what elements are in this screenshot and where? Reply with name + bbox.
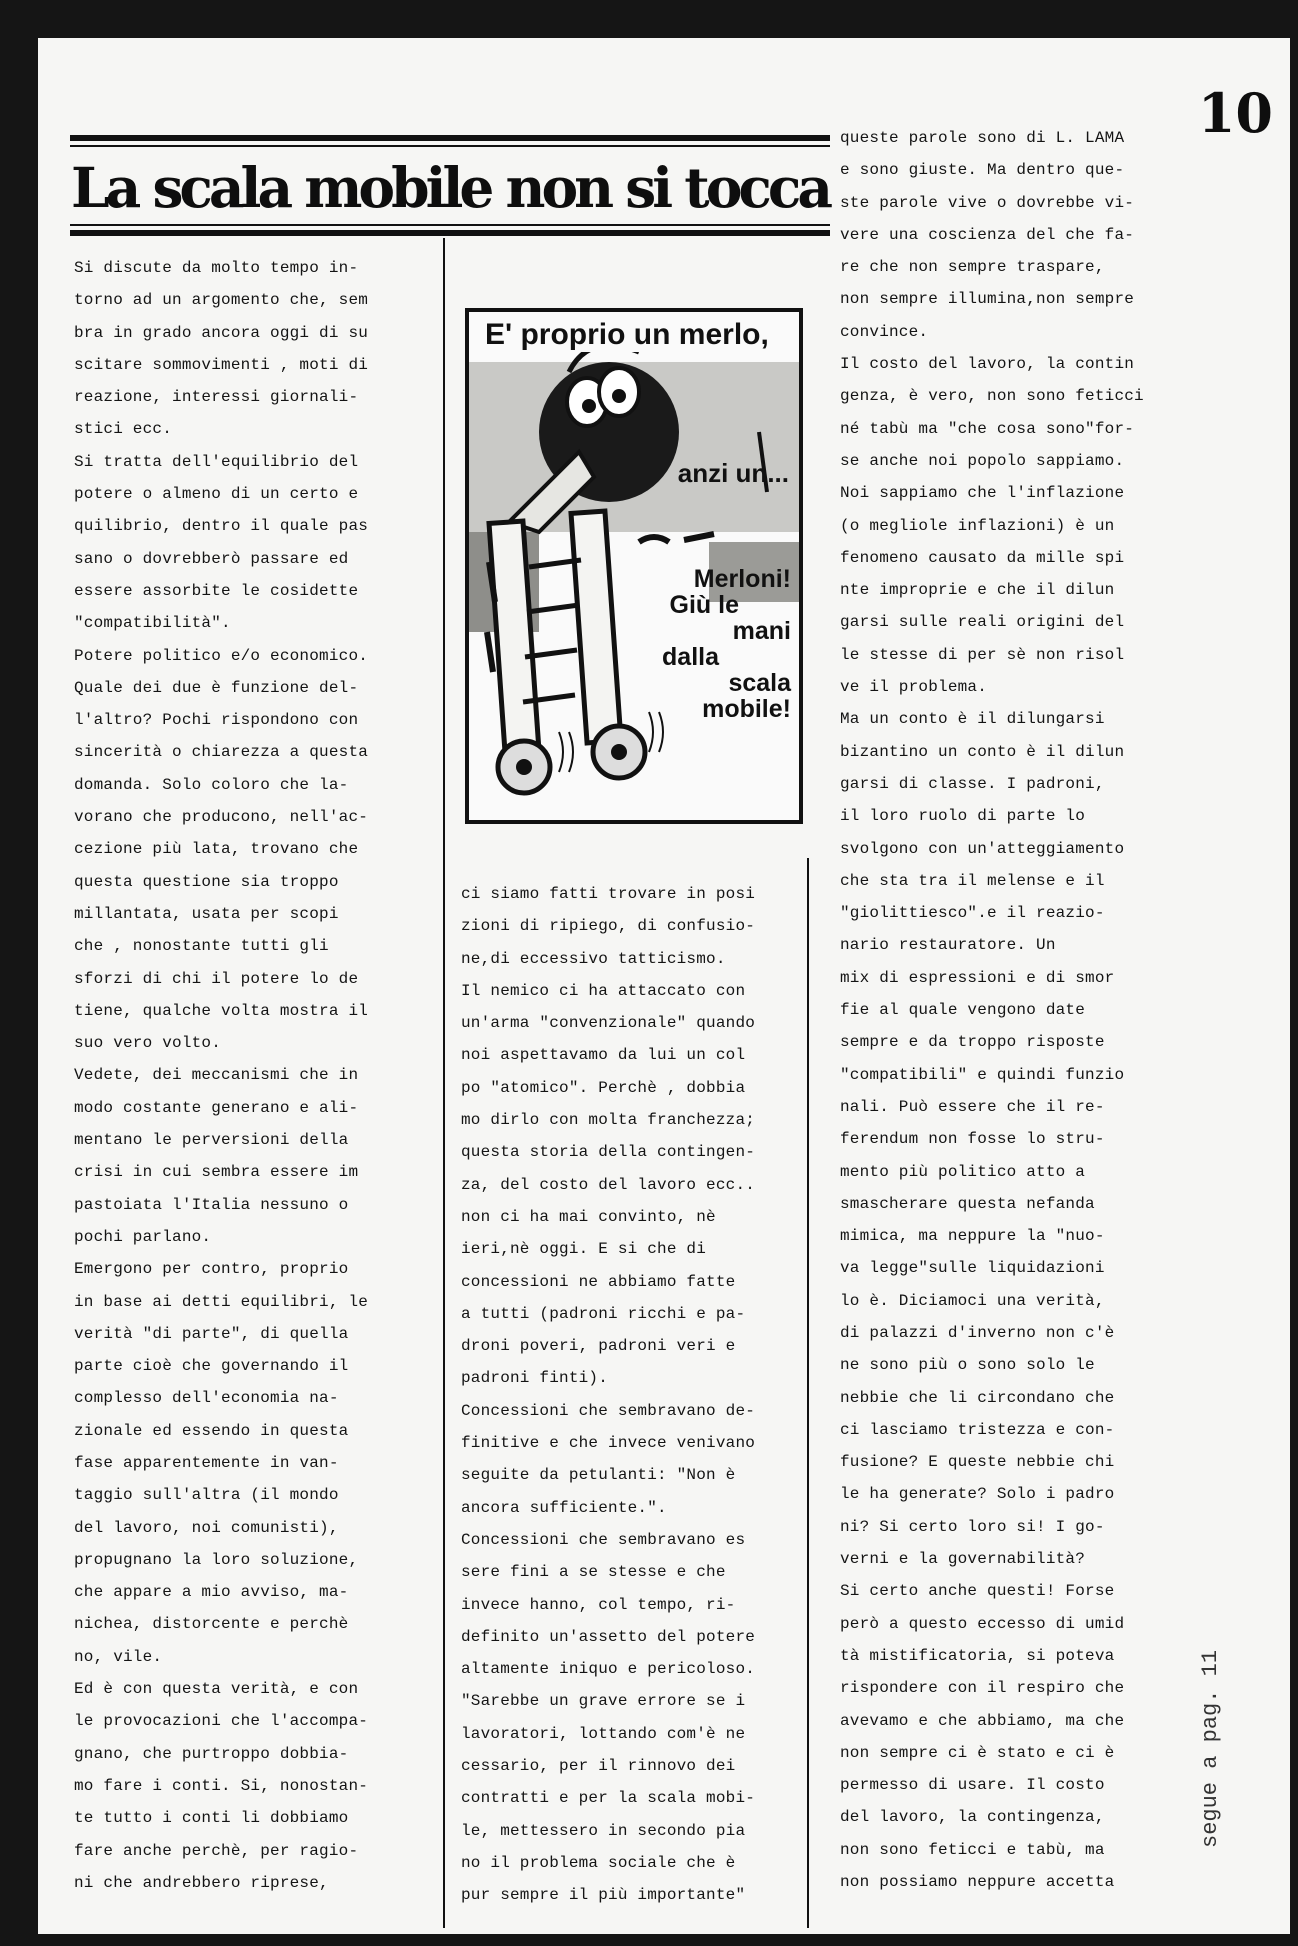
text-line: zionale ed essendo in questa	[74, 1421, 349, 1440]
text-line: reazione, interessi giornali-	[74, 388, 359, 407]
text-line: tà mistificatoria, si poteva	[840, 1646, 1115, 1665]
text-line: sempre e da troppo risposte	[840, 1033, 1105, 1052]
text-line: mo fare i conti. Si, nonostan-	[74, 1776, 369, 1795]
text-line: mentano le perversioni della	[74, 1131, 349, 1150]
text-line: no il problema sociale che è	[461, 1853, 736, 1872]
text-line: te tutto i conti li dobbiamo	[74, 1809, 349, 1828]
cartoon-caption-line-1: Merloni!	[693, 565, 791, 593]
headline-bottom-rule	[70, 224, 830, 226]
text-line: non possiamo neppure accetta	[840, 1873, 1115, 1892]
text-line: del lavoro, la contingenza,	[840, 1808, 1105, 1827]
text-line: che appare a mio avviso, ma-	[74, 1583, 349, 1602]
cartoon-caption-line-6: mobile!	[702, 695, 791, 723]
text-line: taggio sull'altra (il mondo	[74, 1486, 339, 1505]
text-line: ieri,nè oggi. E si che di	[461, 1240, 707, 1259]
text-line: garsi sulle reali origini del	[840, 613, 1125, 632]
text-line: za, del costo del lavoro ecc..	[461, 1175, 756, 1194]
text-line: Concessioni che sembravano es	[461, 1530, 746, 1549]
text-line: mento più politico atto a	[840, 1162, 1086, 1181]
text-line: "compatibili" e quindi funzio	[840, 1065, 1125, 1084]
page-number: 10	[1197, 81, 1273, 145]
text-line: pastoiata l'Italia nessuno o	[74, 1195, 349, 1214]
text-line: parte cioè che governando il	[74, 1357, 349, 1376]
text-line: cezione più lata, trovano che	[74, 840, 359, 859]
text-line: nichea, distorcente e perchè	[74, 1615, 349, 1634]
text-line: invece hanno, col tempo, ri-	[461, 1595, 736, 1614]
text-line: ni? Si certo loro si! I go-	[840, 1517, 1105, 1536]
text-line: fusione? E queste nebbie chi	[840, 1453, 1115, 1472]
headline-bottom-thick-rule	[70, 230, 830, 236]
text-line: altamente iniquo e pericoloso.	[461, 1660, 756, 1679]
text-line: va legge"sulle liquidazioni	[840, 1259, 1105, 1278]
text-line: svolgono con un'atteggiamento	[840, 839, 1125, 858]
text-line: Quale dei due è funzione del-	[74, 678, 359, 697]
text-line: se anche noi popolo sappiamo.	[840, 451, 1125, 470]
text-line: cessario, per il rinnovo dei	[461, 1757, 736, 1776]
text-line: pur sempre il più importante"	[461, 1886, 746, 1905]
text-line: lavoratori, lottando com'è ne	[461, 1724, 746, 1743]
article-column-1	[74, 252, 368, 1899]
text-line: suo vero volto.	[74, 1034, 222, 1053]
text-line: Potere politico e/o economico.	[74, 646, 369, 665]
text-line: Si certo anche questi! Forse	[840, 1582, 1115, 1601]
text-line: vorano che producono, nell'ac-	[74, 808, 369, 827]
text-line: (o megliole inflazioni) è un	[840, 516, 1115, 535]
cartoon-caption-line-4: dalla	[662, 643, 719, 671]
text-line: ne,di eccessivo tatticismo.	[461, 949, 726, 968]
text-line: le stesse di per sè non risol	[840, 645, 1125, 664]
text-line: il loro ruolo di parte lo	[840, 807, 1086, 826]
text-line: zioni di ripiego, di confusio-	[461, 917, 756, 936]
text-line: mo dirlo con molta franchezza;	[461, 1111, 756, 1130]
text-line: stici ecc.	[74, 420, 173, 439]
column-divider-right	[807, 858, 809, 1928]
text-line: Ed è con questa verità, e con	[74, 1680, 359, 1699]
continued-note: segue a pag. 11	[1198, 1649, 1223, 1848]
text-line: finitive e che invece venivano	[461, 1434, 756, 1453]
text-line: ancora sufficiente.".	[461, 1498, 667, 1517]
text-line: fare anche perchè, per ragio-	[74, 1841, 359, 1860]
text-line: propugnano la loro soluzione,	[74, 1550, 359, 1569]
text-line: né tabù ma "che cosa sono"for-	[840, 419, 1135, 438]
text-line: re che non sempre traspare,	[840, 258, 1105, 277]
text-line: sere fini a se stesse e che	[461, 1563, 726, 1582]
text-line: le ha generate? Solo i padro	[840, 1485, 1115, 1504]
text-line: quilibrio, dentro il quale pas	[74, 517, 369, 536]
text-line: nali. Può essere che il re-	[840, 1097, 1105, 1116]
text-line: "Sarebbe un grave errore se i	[461, 1692, 746, 1711]
text-line: Emergono per contro, proprio	[74, 1260, 349, 1279]
text-line: bra in grado ancora oggi di su	[74, 323, 369, 342]
text-line: ve il problema.	[840, 678, 988, 697]
text-line: gnano, che purtroppo dobbia-	[74, 1744, 349, 1763]
text-line: ci lasciamo tristezza e con-	[840, 1420, 1115, 1439]
text-line: padroni finti).	[461, 1369, 609, 1388]
text-line: essere assorbite le cosidette	[74, 581, 359, 600]
text-line: e sono giuste. Ma dentro que-	[840, 161, 1125, 180]
text-line: scitare sommovimenti , moti di	[74, 355, 369, 374]
cartoon-caption-line-3: mani	[732, 617, 791, 645]
text-line: che sta tra il melense e il	[840, 871, 1105, 890]
text-line: verni e la governabilità?	[840, 1550, 1086, 1569]
text-line: nte improprie e che il dilun	[840, 581, 1115, 600]
text-line: non sono feticci e tabù, ma	[840, 1840, 1105, 1859]
text-line: sincerità o chiarezza a questa	[74, 743, 369, 762]
headline-top-rule	[70, 135, 830, 141]
magazine-page	[38, 38, 1290, 1934]
text-line: genza, è vero, non sono feticci	[840, 387, 1144, 406]
text-line: bizantino un conto è il dilun	[840, 742, 1125, 761]
text-line: Vedete, dei meccanismi che in	[74, 1066, 359, 1085]
text-line: droni poveri, padroni veri e	[461, 1337, 736, 1356]
text-line: in base ai detti equilibri, le	[74, 1292, 369, 1311]
text-line: ni che andrebbero riprese,	[74, 1873, 329, 1892]
text-line: nebbie che li circondano che	[840, 1388, 1115, 1407]
cartoon-caption-line-2: Giù le	[669, 591, 739, 619]
text-line: vere una coscienza del che fa-	[840, 225, 1135, 244]
cartoon-caption-top: E' proprio un merlo,	[481, 318, 773, 352]
text-line: rispondere con il respiro che	[840, 1679, 1125, 1698]
text-line: complesso dell'economia na-	[74, 1389, 339, 1408]
text-line: fase apparentemente in van-	[74, 1453, 339, 1472]
text-line: avevamo e che abbiamo, ma che	[840, 1711, 1125, 1730]
article-column-3	[840, 122, 1144, 1898]
text-line: po "atomico". Perchè , dobbia	[461, 1078, 746, 1097]
cartoon-illustration	[465, 308, 803, 824]
text-line: concessioni ne abbiamo fatte	[461, 1272, 736, 1291]
text-line: sano o dovrebberò passare ed	[74, 549, 349, 568]
text-line: sforzi di chi il potere lo de	[74, 969, 359, 988]
text-line: le provocazioni che l'accompa-	[74, 1712, 369, 1731]
text-line: ne sono più o sono solo le	[840, 1356, 1095, 1375]
text-line: questa storia della contingen-	[461, 1143, 756, 1162]
text-line: garsi di classe. I padroni,	[840, 774, 1105, 793]
text-line: mix di espressioni e di smor	[840, 968, 1115, 987]
text-line: lo è. Diciamoci una verità,	[840, 1291, 1105, 1310]
text-line: torno ad un argomento che, sem	[74, 291, 369, 310]
text-line: questa questione sia troppo	[74, 872, 339, 891]
text-line: Il costo del lavoro, la contin	[840, 355, 1135, 374]
cartoon-caption-middle: anzi un...	[677, 458, 789, 488]
text-line: Noi sappiamo che l'inflazione	[840, 484, 1125, 503]
text-line: tiene, qualche volta mostra il	[74, 1001, 369, 1020]
text-line: le, mettessero in secondo pia	[461, 1821, 746, 1840]
text-line: non sempre illumina,non sempre	[840, 290, 1135, 309]
article-title: La scala mobile non si tocca	[71, 155, 830, 220]
text-line: Ma un conto è il dilungarsi	[840, 710, 1105, 729]
text-line: un'arma "convenzionale" quando	[461, 1014, 756, 1033]
text-line: del lavoro, noi comunisti),	[74, 1518, 339, 1537]
text-line: definito un'assetto del potere	[461, 1627, 756, 1646]
text-line: l'altro? Pochi rispondono con	[74, 711, 359, 730]
text-line: "giolittiesco".e il reazio-	[840, 904, 1105, 923]
text-line: Il nemico ci ha attaccato con	[461, 981, 746, 1000]
text-line: no, vile.	[74, 1647, 163, 1666]
text-line: verità "di parte", di quella	[74, 1324, 349, 1343]
text-line: smascherare questa nefanda	[840, 1194, 1095, 1213]
text-line: "compatibilità".	[74, 614, 231, 633]
text-line: contratti e per la scala mobi-	[461, 1789, 756, 1808]
text-line: noi aspettavamo da lui un col	[461, 1046, 746, 1065]
text-line: crisi in cui sembra essere im	[74, 1163, 359, 1182]
text-line: nario restauratore. Un	[840, 936, 1056, 955]
text-line: seguite da petulanti: "Non è	[461, 1466, 736, 1485]
text-line: fie al quale vengono date	[840, 1001, 1086, 1020]
text-line: a tutti (padroni ricchi e pa-	[461, 1304, 746, 1323]
column-divider-left	[443, 238, 445, 1928]
text-line: ci siamo fatti trovare in posi	[461, 885, 756, 903]
text-line: di palazzi d'inverno non c'è	[840, 1323, 1115, 1342]
text-line: mimica, ma neppure la "nuo-	[840, 1227, 1105, 1246]
text-line: modo costante generano e ali-	[74, 1098, 359, 1117]
text-line: Si tratta dell'equilibrio del	[74, 452, 359, 471]
text-line: non ci ha mai convinto, nè	[461, 1207, 716, 1226]
text-line: Si discute da molto tempo in-	[74, 259, 359, 277]
text-line: potere o almeno di un certo e	[74, 485, 359, 504]
text-line: convince.	[840, 322, 929, 341]
text-line: però a questo eccesso di umid	[840, 1614, 1125, 1633]
text-line: non sempre ci è stato e ci è	[840, 1743, 1115, 1762]
text-line: millantata, usata per scopi	[74, 904, 339, 923]
text-line: pochi parlano.	[74, 1227, 212, 1246]
article-column-2	[461, 878, 755, 1912]
text-line: che , nonostante tutti gli	[74, 937, 329, 956]
text-line: permesso di usare. Il costo	[840, 1776, 1105, 1795]
text-line: Concessioni che sembravano de-	[461, 1401, 756, 1420]
cartoon-caption-line-5: scala	[728, 669, 791, 697]
text-line: ste parole vive o dovrebbe vi-	[840, 193, 1135, 212]
text-line: domanda. Solo coloro che la-	[74, 775, 349, 794]
text-line: fenomeno causato da mille spi	[840, 548, 1125, 567]
headline-top-thin-rule	[70, 145, 830, 147]
text-line: queste parole sono di L. LAMA	[840, 129, 1125, 147]
text-line: ferendum non fosse lo stru-	[840, 1130, 1105, 1149]
